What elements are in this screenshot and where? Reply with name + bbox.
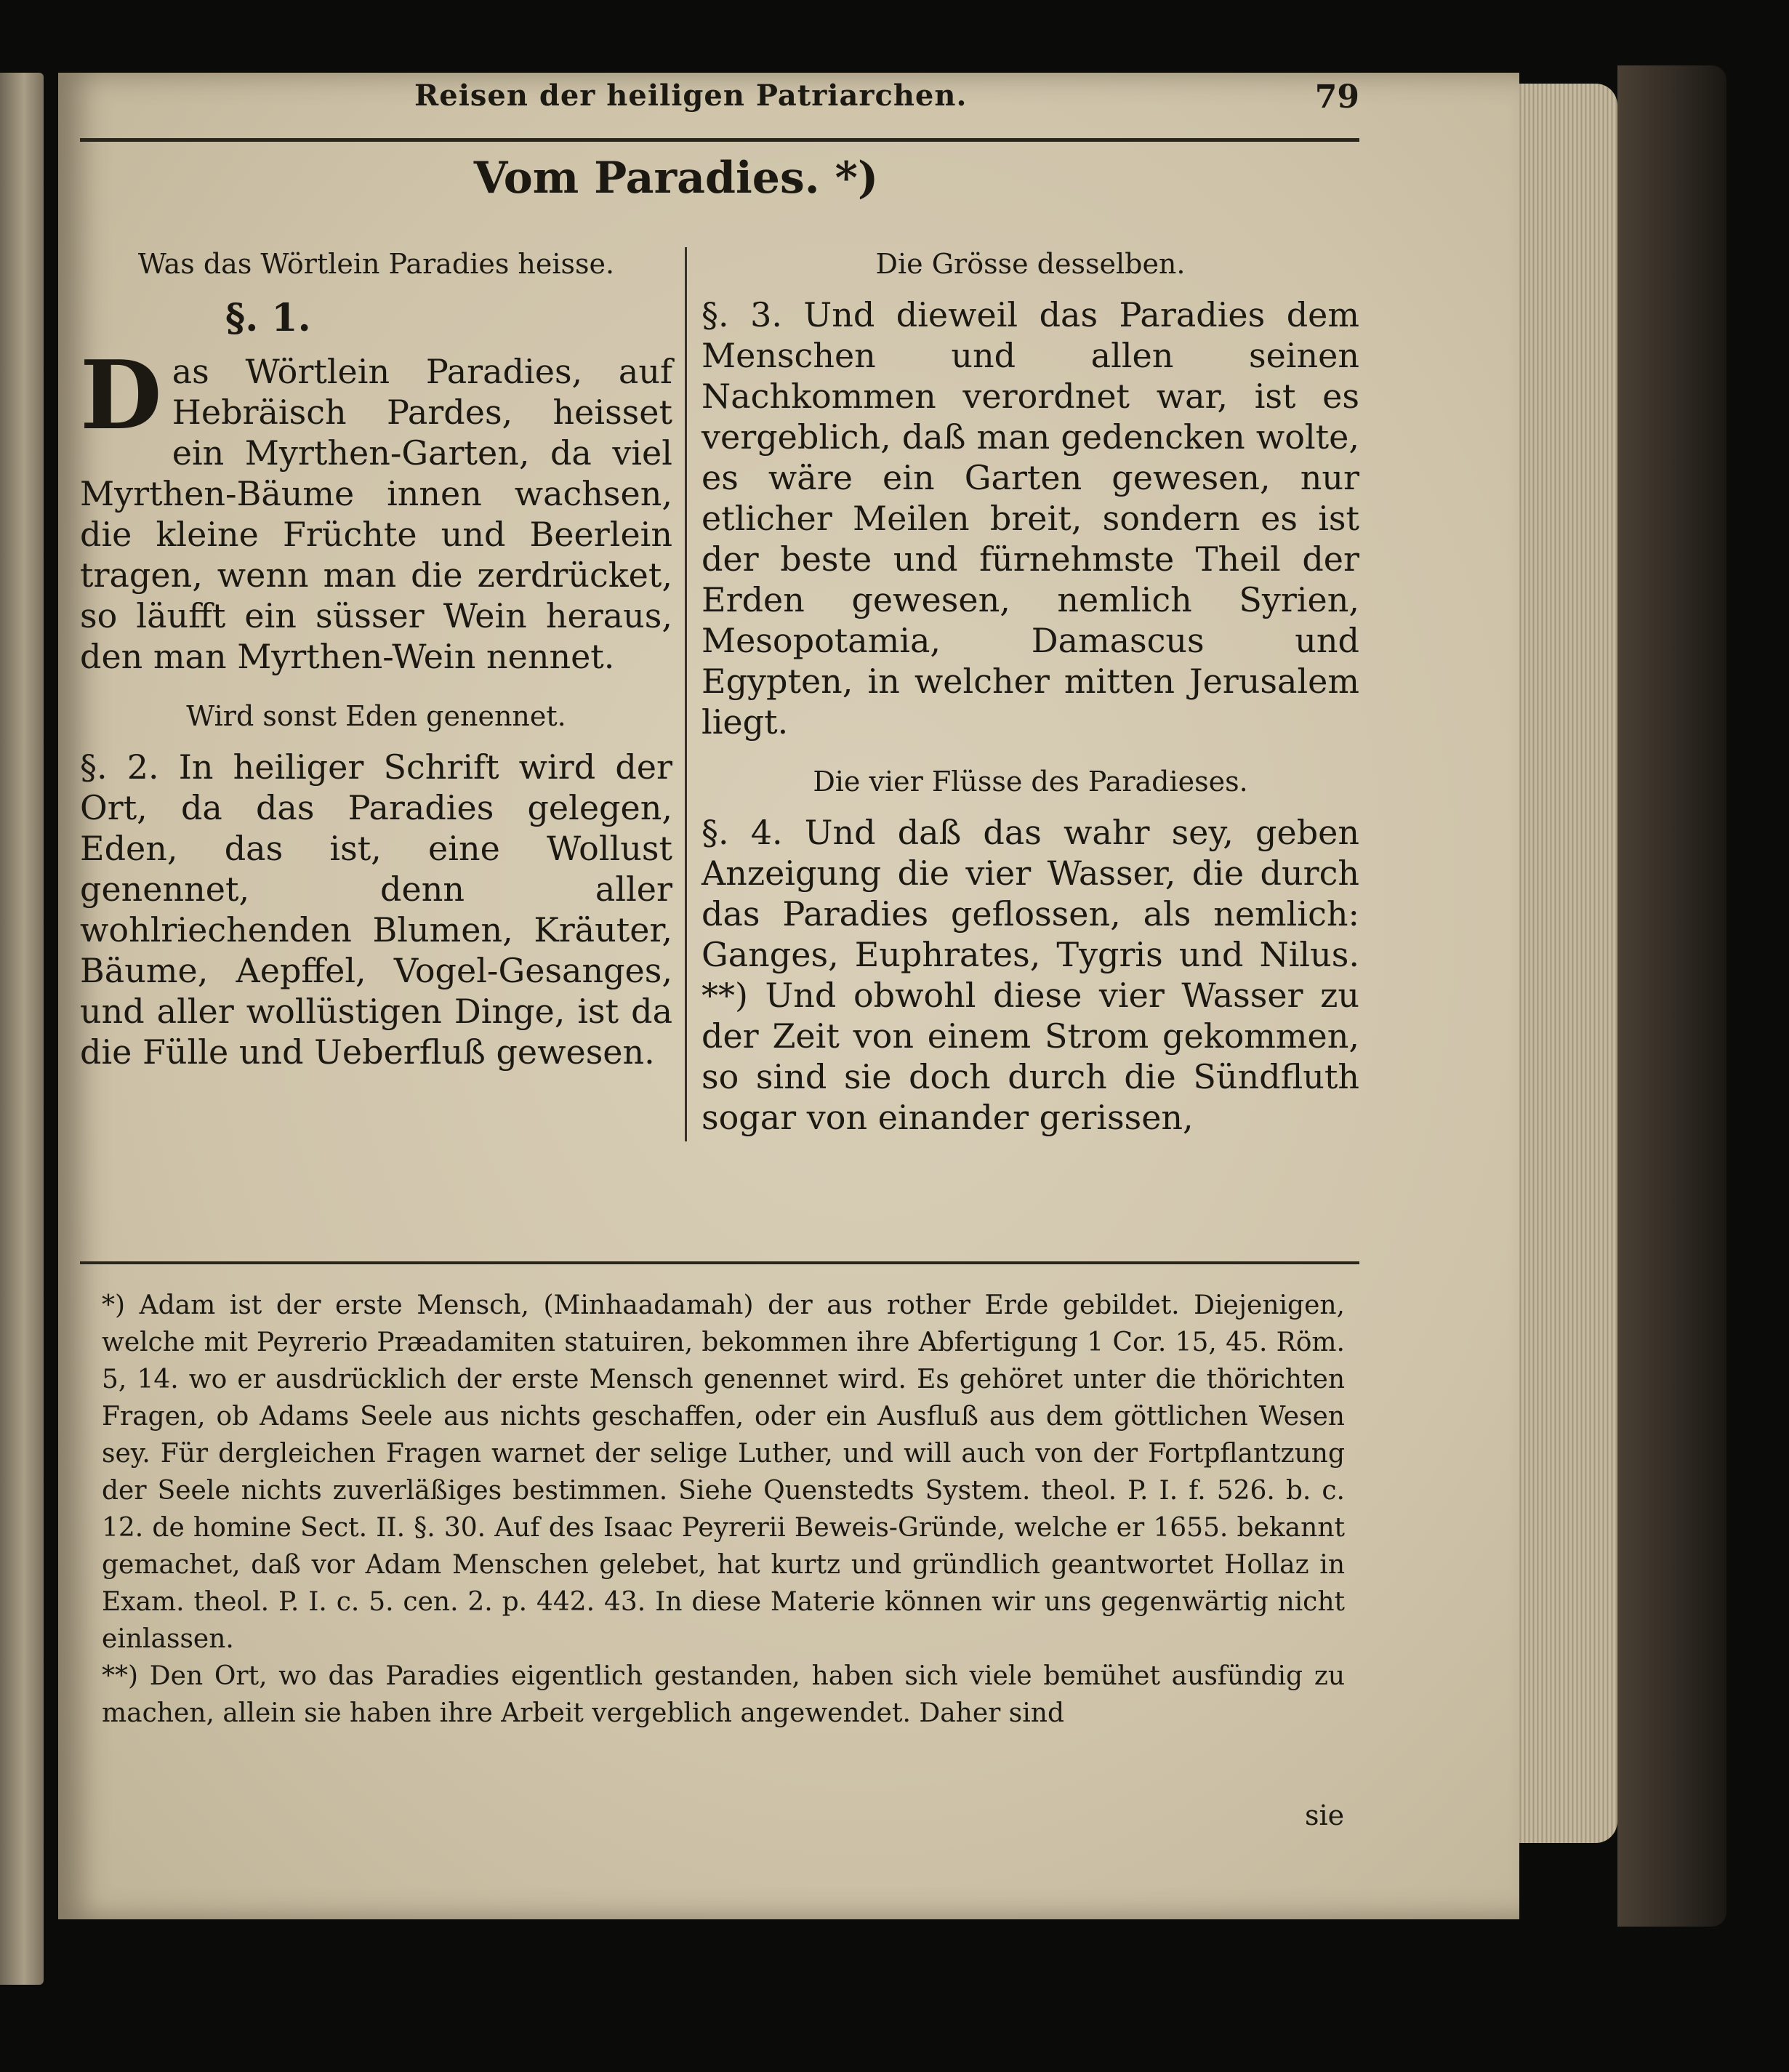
drop-initial: D — [80, 340, 162, 451]
footnote-rule — [80, 1261, 1359, 1264]
paragraph-4: §. 4. Und daß das wahr sey, geben Anzeigung die vier Wasser, die durch das Paradies geflossen, als nemlich: Ganges, Euphrates, Tygris und Nilus. **) Und obwohl diese vier Wasser zu der Zeit von einem Strom gekommen, so sind sie doch durch die Sündfluth sogar von einander gerissen, — [701, 813, 1359, 1137]
paragraph-2: §. 2. In heiliger Schrift wird der Ort, da das Paradies gelegen, Eden, das ist, eine Wollust genennet, denn aller wohlriechenden Blumen, Kräuter, Bäume, Aepffel, Vogel-Gesanges, und aller wollüstigen Dinge, ist da die Fülle und Ueberfluß gewesen. — [80, 747, 672, 1072]
right-column — [701, 244, 1359, 1157]
paragraph-1-text: as Wörtlein Paradies, auf Hebräisch Pardes, heisset ein Myrthen-Garten, da viel Myrthen-Bäume innen wachsen, die kleine Früchte und Beerlein tragen, wenn man die zerdrücket, so läufft ein süsser Wein heraus, den man Myrthen-Wein nennet. — [80, 352, 672, 676]
footnote-1: *) Adam ist der erste Mensch, (Minhaadamah) der aus rother Erde gebildet. Diejenigen, welche mit Peyrerio Præadamiten statuiren, bekommen ihre Abfertigung 1 Cor. 15, 45. Röm. 5, 14. wo er ausdrücklich der erste Mensch genennet wird. Es gehöret unter die thörichten Fragen, ob Adams Seele aus nichts geschaffen, oder ein Ausfluß aus dem göttlichen Wesen sey. Für dergleichen Fragen warnet der selige Luther, und will auch von der Fortpflantzung der Seele nichts zuverläßiges bestimmen. Siehe Quenstedts System. theol. P. I. f. 526. b. c. 12. de homine Sect. II. §. 30. Auf des Isaac Peyrerii Beweis-Gründe, welche er 1655. bekannt gemachet, daß vor Adam Menschen gelebet, hat kurtz und gründlich geantwortet Hollaz in Exam. theol. P. I. c. 5. cen. 2. p. 442. 43. In diese Materie können wir uns gegenwärtig nicht einlassen. — [102, 1290, 1345, 1654]
running-title: Reisen der heiligen Patriarchen. — [414, 79, 968, 113]
paragraph-1 — [80, 340, 672, 677]
page-header — [80, 73, 1359, 124]
footnote-2: **) Den Ort, wo das Paradies eigentlich gestanden, haben sich viele bemühet ausfündig zu machen, allein sie haben ihre Arbeit vergeblich angewendet. Daher sind — [102, 1661, 1345, 1728]
paragraph-3: §. 3. Und dieweil das Paradies dem Menschen und allen seinen Nachkommen verordnet war, ist es vergeblich, daß man gedencken wolte, es wäre ein Garten gewesen, nur etlicher Meilen breit, sondern es ist der beste und fürnehmste Theil der Erden gewesen, nemlich Syrien, Mesopotamia, Damascus und Egypten, in welcher mitten Jerusalem liegt. — [701, 295, 1359, 742]
catchword: sie — [1305, 1799, 1345, 1831]
footnotes — [102, 1287, 1345, 1732]
book-cover — [1617, 65, 1726, 1927]
right-heading-2: Die vier Flüsse des Paradieses. — [813, 766, 1248, 798]
header-rule — [80, 138, 1359, 142]
page-number: 79 — [1314, 79, 1359, 116]
left-heading-2: Wird sonst Eden genennet. — [186, 700, 566, 732]
facing-page-edge — [0, 73, 44, 1985]
left-column — [80, 244, 672, 1091]
column-divider — [685, 247, 687, 1141]
paragraph-1-mark: §. 1. — [225, 296, 311, 340]
right-heading-1: Die Grösse desselben. — [875, 248, 1186, 280]
left-heading-1: Was das Wörtlein Paradies heisse. — [137, 248, 615, 280]
section-title: Vom Paradies. *) — [473, 153, 879, 204]
page-edges — [1508, 84, 1617, 1843]
